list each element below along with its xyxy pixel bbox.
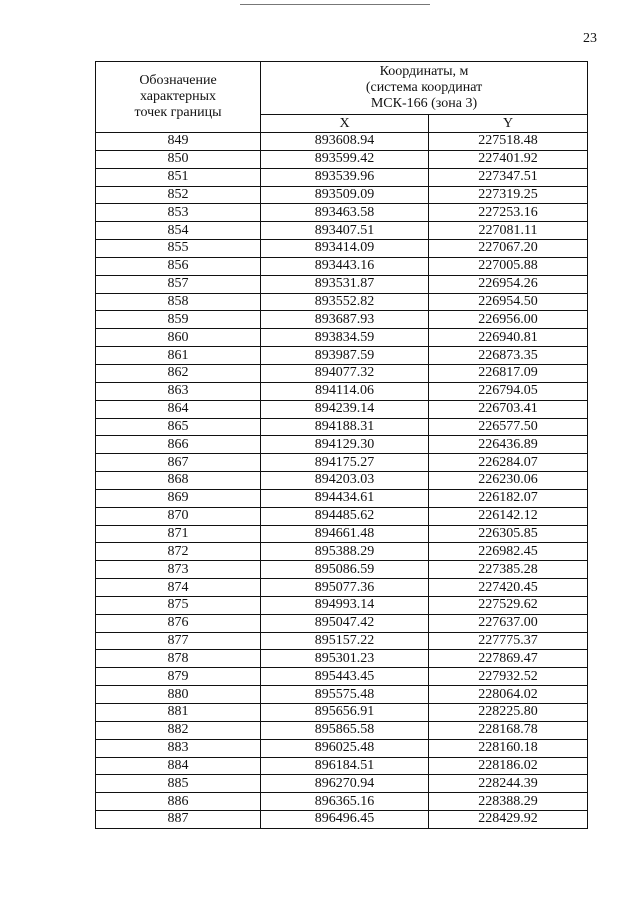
- cell-x: 894239.14: [261, 400, 429, 418]
- cell-x: 895157.22: [261, 632, 429, 650]
- cell-x: 894129.30: [261, 436, 429, 454]
- cell-point: 858: [96, 293, 261, 311]
- table-body: [96, 133, 588, 829]
- cell-x: 894175.27: [261, 454, 429, 472]
- cell-point: 867: [96, 454, 261, 472]
- cell-x: 893834.59: [261, 329, 429, 347]
- cell-x: 894188.31: [261, 418, 429, 436]
- page-number: 23: [583, 31, 597, 46]
- cell-y: 227637.00: [429, 614, 588, 632]
- cell-x: 895301.23: [261, 650, 429, 668]
- cell-point: 873: [96, 561, 261, 579]
- cell-x: 893509.09: [261, 186, 429, 204]
- cell-point: 884: [96, 757, 261, 775]
- table-row: [96, 347, 588, 365]
- table-row: [96, 293, 588, 311]
- cell-y: 226577.50: [429, 418, 588, 436]
- cell-point: 878: [96, 650, 261, 668]
- table-row: [96, 454, 588, 472]
- header-point-line: точек границы: [134, 105, 222, 120]
- coordinates-table: [95, 61, 588, 829]
- cell-x: 895656.91: [261, 704, 429, 722]
- cell-y: 226230.06: [429, 472, 588, 490]
- cell-x: 896025.48: [261, 739, 429, 757]
- table-row: [96, 489, 588, 507]
- table-row: [96, 472, 588, 490]
- cell-y: 227401.92: [429, 150, 588, 168]
- header-coords-line: Координаты, м: [379, 64, 469, 79]
- table-row: [96, 507, 588, 525]
- cell-point: 864: [96, 400, 261, 418]
- cell-x: 893539.96: [261, 168, 429, 186]
- cell-x: 893443.16: [261, 257, 429, 275]
- cell-point: 851: [96, 168, 261, 186]
- table-row: [96, 382, 588, 400]
- cell-point: 877: [96, 632, 261, 650]
- cell-x: 894661.48: [261, 525, 429, 543]
- cell-y: 226954.26: [429, 275, 588, 293]
- cell-y: 227385.28: [429, 561, 588, 579]
- cell-point: 854: [96, 222, 261, 240]
- cell-y: 228168.78: [429, 721, 588, 739]
- cell-y: 226436.89: [429, 436, 588, 454]
- cell-x: 893608.94: [261, 133, 429, 151]
- table-row: [96, 811, 588, 829]
- cell-point: 855: [96, 240, 261, 258]
- cell-y: 226142.12: [429, 507, 588, 525]
- cell-point: 887: [96, 811, 261, 829]
- cell-point: 874: [96, 579, 261, 597]
- table-row: [96, 150, 588, 168]
- table-row: [96, 543, 588, 561]
- cell-y: 227081.11: [429, 222, 588, 240]
- table-row: [96, 168, 588, 186]
- cell-y: 227067.20: [429, 240, 588, 258]
- cell-y: 228429.92: [429, 811, 588, 829]
- cell-point: 869: [96, 489, 261, 507]
- cell-point: 880: [96, 686, 261, 704]
- table-row: [96, 222, 588, 240]
- cell-point: 859: [96, 311, 261, 329]
- cell-point: 849: [96, 133, 261, 151]
- table-row: [96, 632, 588, 650]
- cell-y: 226703.41: [429, 400, 588, 418]
- cell-point: 868: [96, 472, 261, 490]
- cell-y: 226954.50: [429, 293, 588, 311]
- cell-point: 866: [96, 436, 261, 454]
- cell-x: 894203.03: [261, 472, 429, 490]
- scan-edge-line: [240, 4, 430, 5]
- header-point-line: характерных: [139, 89, 217, 104]
- cell-y: 226182.07: [429, 489, 588, 507]
- table-row: [96, 596, 588, 614]
- table-row: [96, 739, 588, 757]
- cell-point: 857: [96, 275, 261, 293]
- table-row: [96, 257, 588, 275]
- header-coords-line: МСК-166 (зона 3): [370, 96, 478, 111]
- cell-point: 852: [96, 186, 261, 204]
- table-row: [96, 525, 588, 543]
- cell-y: 228186.02: [429, 757, 588, 775]
- cell-point: 871: [96, 525, 261, 543]
- cell-y: 227420.45: [429, 579, 588, 597]
- cell-y: 228064.02: [429, 686, 588, 704]
- cell-y: 227529.62: [429, 596, 588, 614]
- cell-x: 896365.16: [261, 793, 429, 811]
- cell-point: 856: [96, 257, 261, 275]
- table-row: [96, 186, 588, 204]
- cell-point: 870: [96, 507, 261, 525]
- table-row: [96, 650, 588, 668]
- cell-y: 228160.18: [429, 739, 588, 757]
- cell-x: 893552.82: [261, 293, 429, 311]
- cell-x: 895388.29: [261, 543, 429, 561]
- cell-point: 881: [96, 704, 261, 722]
- cell-y: 227347.51: [429, 168, 588, 186]
- table-row: [96, 793, 588, 811]
- cell-point: 872: [96, 543, 261, 561]
- table-row: [96, 686, 588, 704]
- cell-x: 893463.58: [261, 204, 429, 222]
- cell-x: 893531.87: [261, 275, 429, 293]
- cell-x: 895575.48: [261, 686, 429, 704]
- cell-x: 895443.45: [261, 668, 429, 686]
- cell-x: 894114.06: [261, 382, 429, 400]
- cell-x: 893414.09: [261, 240, 429, 258]
- table-row: [96, 561, 588, 579]
- table-row: [96, 704, 588, 722]
- cell-point: 875: [96, 596, 261, 614]
- cell-y: 227518.48: [429, 133, 588, 151]
- table-row: [96, 275, 588, 293]
- cell-point: 862: [96, 364, 261, 382]
- table-row: [96, 757, 588, 775]
- cell-point: 863: [96, 382, 261, 400]
- table-row: [96, 400, 588, 418]
- cell-point: 876: [96, 614, 261, 632]
- table-row: [96, 240, 588, 258]
- cell-y: 228388.29: [429, 793, 588, 811]
- cell-y: 226305.85: [429, 525, 588, 543]
- cell-y: 226794.05: [429, 382, 588, 400]
- cell-point: 860: [96, 329, 261, 347]
- table-row: [96, 364, 588, 382]
- cell-x: 894993.14: [261, 596, 429, 614]
- cell-x: 893987.59: [261, 347, 429, 365]
- cell-x: 896270.94: [261, 775, 429, 793]
- cell-x: 895047.42: [261, 614, 429, 632]
- cell-y: 228225.80: [429, 704, 588, 722]
- cell-y: 226940.81: [429, 329, 588, 347]
- table-row: [96, 329, 588, 347]
- table-row: [96, 204, 588, 222]
- cell-x: 896184.51: [261, 757, 429, 775]
- cell-x: 895077.36: [261, 579, 429, 597]
- table-row: [96, 579, 588, 597]
- cell-point: 882: [96, 721, 261, 739]
- cell-x: 893599.42: [261, 150, 429, 168]
- cell-y: 227319.25: [429, 186, 588, 204]
- cell-point: 883: [96, 739, 261, 757]
- table-row: [96, 668, 588, 686]
- cell-point: 879: [96, 668, 261, 686]
- cell-y: 226284.07: [429, 454, 588, 472]
- cell-y: 227253.16: [429, 204, 588, 222]
- table-row: [96, 775, 588, 793]
- cell-point: 861: [96, 347, 261, 365]
- header-point-line: Обозначение: [139, 73, 217, 88]
- cell-x: 893407.51: [261, 222, 429, 240]
- cell-y: 227005.88: [429, 257, 588, 275]
- cell-x: 895865.58: [261, 721, 429, 739]
- cell-point: 853: [96, 204, 261, 222]
- cell-y: 228244.39: [429, 775, 588, 793]
- table-row: [96, 721, 588, 739]
- cell-point: 850: [96, 150, 261, 168]
- cell-x: 895086.59: [261, 561, 429, 579]
- cell-x: 894434.61: [261, 489, 429, 507]
- cell-x: 893687.93: [261, 311, 429, 329]
- header-coords-line: (система координат: [365, 80, 483, 95]
- table-row: [96, 418, 588, 436]
- header-x: X: [261, 115, 429, 133]
- cell-x: 894485.62: [261, 507, 429, 525]
- cell-point: 886: [96, 793, 261, 811]
- cell-y: 227869.47: [429, 650, 588, 668]
- header-coordinates: [261, 62, 588, 115]
- cell-point: 885: [96, 775, 261, 793]
- cell-x: 894077.32: [261, 364, 429, 382]
- cell-y: 226956.00: [429, 311, 588, 329]
- table-row: [96, 614, 588, 632]
- table-row: [96, 311, 588, 329]
- cell-y: 226982.45: [429, 543, 588, 561]
- table-row: [96, 436, 588, 454]
- cell-x: 896496.45: [261, 811, 429, 829]
- cell-point: 865: [96, 418, 261, 436]
- header-y: Y: [429, 115, 588, 133]
- cell-y: 227932.52: [429, 668, 588, 686]
- cell-y: 226873.35: [429, 347, 588, 365]
- table-row: [96, 133, 588, 151]
- cell-y: 227775.37: [429, 632, 588, 650]
- header-point-designation: [96, 62, 261, 133]
- cell-y: 226817.09: [429, 364, 588, 382]
